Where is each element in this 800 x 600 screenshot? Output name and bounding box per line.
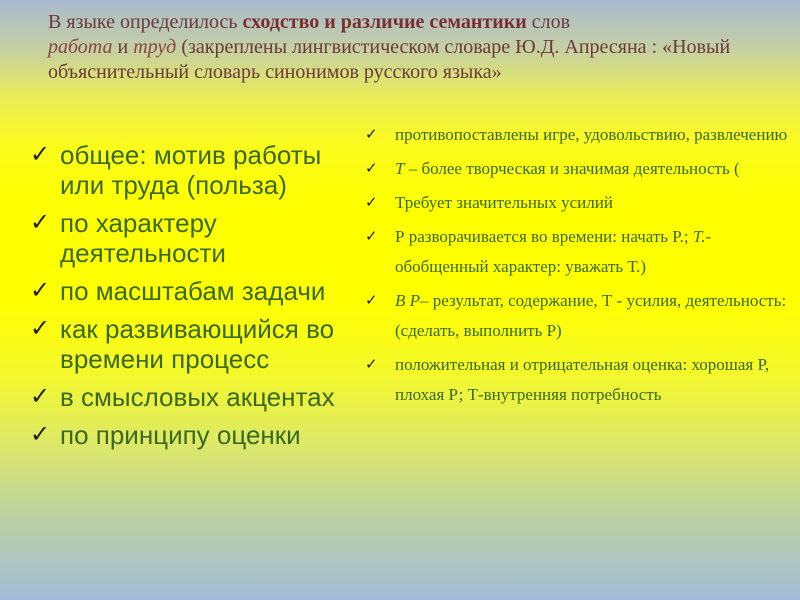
left-list-item — [30, 382, 360, 412]
header-bold: сходство и различие семантики — [242, 11, 527, 33]
right-list-item — [363, 188, 795, 218]
check-icon: ✓ — [365, 357, 378, 373]
left-item-text: общее: мотив работы или труда (польза) — [60, 140, 322, 200]
right-item-text: Требует значительных усилий — [395, 193, 613, 212]
left-list — [30, 140, 360, 458]
left-list-item — [30, 276, 360, 306]
right-item-italic: Т — [395, 159, 405, 178]
right-list-item — [363, 350, 795, 410]
header-part: и — [112, 36, 134, 58]
check-icon: ✓ — [365, 127, 378, 143]
left-item-text: по характеру деятельности — [60, 208, 226, 268]
check-icon: ✓ — [30, 421, 51, 448]
header-part: слов — [526, 11, 571, 33]
header-part: В языке определилось — [48, 11, 243, 33]
right-list-item — [363, 222, 795, 282]
check-icon: ✓ — [30, 141, 51, 168]
right-list-item — [363, 120, 795, 150]
left-list-item — [30, 420, 360, 450]
left-list-item — [30, 140, 360, 200]
check-icon: ✓ — [30, 277, 51, 304]
right-item-text: – более творческая и значимая деятельность ( — [404, 159, 740, 178]
left-list-item — [30, 208, 360, 268]
check-icon: ✓ — [365, 293, 378, 309]
right-item-text: – результат, содержание, Т - усилия, деятельность: (сделать, выполнить Р) — [395, 291, 787, 340]
right-list-item — [363, 286, 795, 346]
header-text — [48, 10, 788, 85]
left-item-text: в смысловых акцентах — [60, 382, 335, 412]
right-item-italic: Т. — [692, 227, 706, 246]
left-item-text: по масштабам задачи — [60, 276, 326, 306]
check-icon: ✓ — [30, 315, 51, 342]
header-italic-labor: труд — [133, 36, 177, 58]
check-icon: ✓ — [30, 209, 51, 236]
check-icon: ✓ — [365, 229, 378, 245]
right-item-italic: В Р — [395, 291, 421, 310]
check-icon: ✓ — [30, 383, 51, 410]
right-list-item — [363, 154, 795, 184]
right-item-text: противопоставлены игре, удовольствию, развлечению — [395, 125, 788, 144]
right-item-text: положительная и отрицательная оценка: хорошая Р, плохая Р; Т-внутренняя потребность — [395, 355, 770, 404]
left-list-item — [30, 314, 360, 374]
check-icon: ✓ — [365, 161, 378, 177]
check-icon: ✓ — [365, 195, 378, 211]
left-item-text: по принципу оценки — [60, 420, 301, 450]
header-part: (закреплены лингвистическом словаре Ю.Д. Апресяна : «Новый объяснительный словарь синонимов русского языка» — [48, 36, 731, 83]
right-item-text: - обобщенный характер: уважать Т.) — [395, 227, 712, 276]
right-list — [363, 120, 795, 414]
right-item-text: Р разворачивается во времени: начать Р.; — [395, 227, 693, 246]
header-italic-work: работа — [48, 36, 113, 58]
left-item-text: как развивающийся во времени процесс — [60, 314, 335, 374]
